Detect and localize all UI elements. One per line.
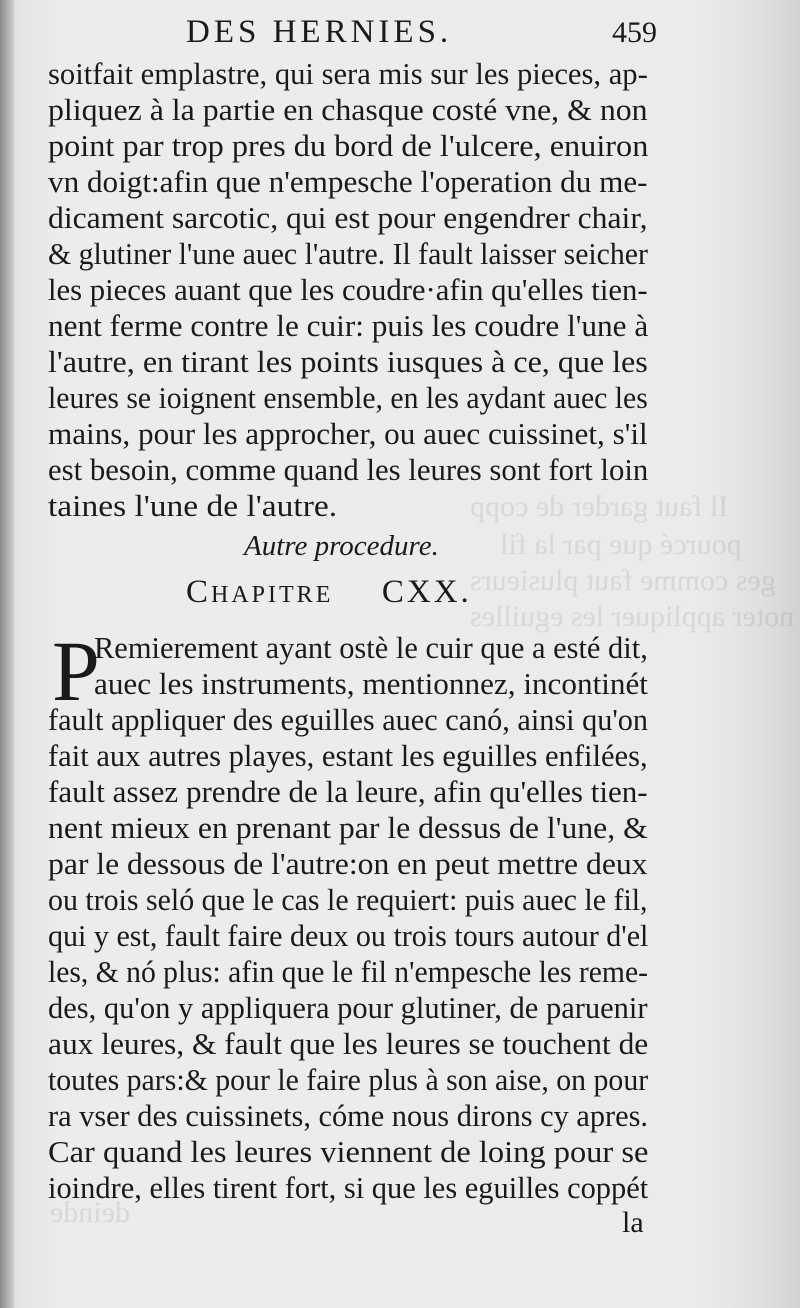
text-line: mains, pour les approcher, ou auec cuissinet, s'il [48, 416, 648, 451]
text-line: aux leures, & fault que les leures se touchent de [48, 1026, 649, 1061]
text-line: par le dessous de l'autre:on en peut mettre deux [48, 846, 648, 881]
text-line: ou trois seló que le cas le requiert: puis auec le fil, [48, 882, 648, 917]
chapter-heading [186, 574, 472, 611]
running-head: DES HERNIES. [186, 14, 453, 50]
text-line: auec les instruments, mentionnez, incontinét [94, 666, 648, 701]
text-line: ioindre, elles tirent fort, si que les eguilles coppét [48, 1170, 649, 1205]
text-line: pliquez à la partie en chasque costé vne, & non [48, 92, 648, 127]
section-subheading: Autre procedure. [244, 530, 439, 562]
show-through-text: ges comme faut plusieurs [470, 564, 776, 597]
text-line: point par trop pres du bord de l'ulcere, enuiron [48, 128, 649, 163]
text-line: est besoin, comme quand les leures sont fort loin [48, 452, 649, 487]
show-through-text: pourcé que par la fil [500, 528, 742, 561]
show-through-text: noter appliquer les eguilles [470, 600, 795, 633]
chapter-label-initial: C [186, 574, 212, 610]
show-through-text: Il faut garder de copp [470, 490, 729, 523]
catchword: la [622, 1206, 644, 1239]
text-line: fault appliquer des eguilles auec canó, ainsi qu'on [48, 702, 649, 737]
show-through-text: deinde [50, 1196, 130, 1229]
text-line: fait aux autres playes, estant les eguilles enfilées, [48, 738, 648, 773]
text-line: ra vser des cuissinets, cóme nous dirons cy apres. [48, 1098, 648, 1133]
text-line: les pieces auant que les coudre·afin qu'elles tien- [48, 272, 648, 307]
text-line: l'autre, en tirant les points iusques à ce, que les [48, 344, 648, 379]
text-line: dicament sarcotic, qui est pour engendrer chair, [48, 200, 648, 235]
page-number: 459 [612, 16, 657, 49]
text-line: Remierement ayant ostè le cuir que a esté dit, [94, 630, 648, 665]
text-line: soitfait emplastre, qui sera mis sur les pieces, ap- [48, 56, 648, 91]
text-line: leures se ioignent ensemble, en les aydant auec les [48, 380, 648, 415]
text-line: & glutiner l'une auec l'autre. Il fault laisser seicher [48, 236, 648, 271]
text-line: qui y est, fault faire deux ou trois tours autour d'el [48, 918, 649, 953]
text-line: fault assez prendre de la leure, afin qu'elles tien- [48, 774, 648, 809]
text-line: nent mieux en prenant par le dessus de l'une, & [48, 810, 648, 845]
chapter-label: HAPITRE [211, 582, 334, 608]
text-line: taines l'une de l'autre. [48, 488, 338, 523]
text-line: nent ferme contre le cuir: puis les coudre l'une à [48, 308, 649, 343]
chapter-number: CXX. [381, 574, 472, 610]
text-line: Car quand les leures viennent de loing pour se [48, 1134, 649, 1169]
text-line: vn doigt:afin que n'empesche l'operation du me- [48, 164, 648, 199]
text-line: des, qu'on y appliquera pour glutiner, de paruenir [48, 990, 648, 1025]
drop-cap: P [52, 623, 100, 719]
text-line: toutes pars:& pour le faire plus à son aise, on pour [48, 1062, 649, 1097]
text-line: les, & nó plus: afin que le fil n'empesche les reme- [48, 954, 648, 989]
